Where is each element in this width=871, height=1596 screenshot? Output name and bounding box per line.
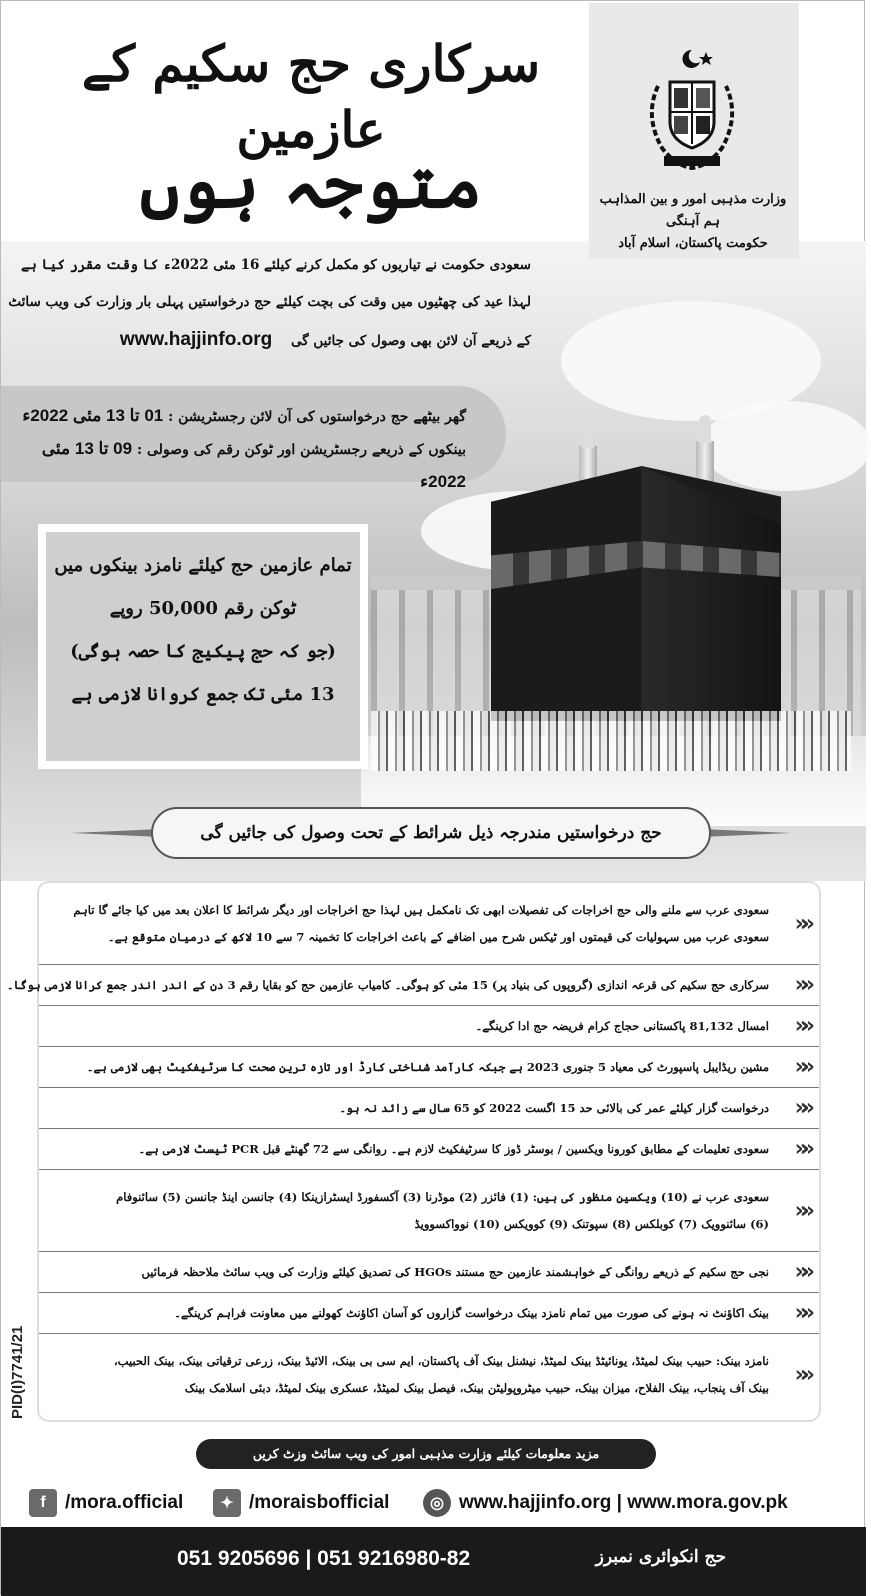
enquiry-strip: [1, 1527, 866, 1596]
condition-item: [39, 1293, 819, 1334]
token-line-3: (جو کہ حج پیکیج کا حصہ ہوگی): [70, 641, 336, 662]
condition-text: سعودی عرب سے ملنے والی حج اخراجات کی تفصیلات ابھی تک نامکمل ہیں لہذا حج اخراجات اور دیگر شرائط کا اعلان بعد میں کیا جائے گا تاہم: [73, 902, 769, 917]
condition-text: سرکاری حج سکیم کی قرعہ اندازی (گروپوں کی بنیاد پر) 15 مئی کو ہوگی۔ کامیاب عازمین حج کو بقایا رقم 3 دن کے اندر اندر جمع کرانا لازمی ہوگا۔: [6, 977, 769, 992]
banner-arrow-left: [71, 829, 161, 837]
globe-icon: ◎: [423, 1489, 451, 1517]
registration-dates-ribbon: [1, 386, 506, 491]
more-info-strip: مزید معلومات کیلئے وزارت مذہبی امور کی ویب سائٹ وزٹ کریں: [196, 1439, 656, 1469]
headline-line-1: سرکاری حج سکیم کے عازمین: [81, 34, 541, 159]
bank-registration-label: بینکوں کے ذریعے رجسٹریشن اور ٹوکن رقم کی وصولی :: [136, 442, 466, 458]
double-chevron-icon: ««: [794, 1013, 807, 1039]
enquiry-phone-numbers[interactable]: 051 9205696 | 051 9216980-82: [177, 1547, 471, 1570]
double-chevron-icon: ««: [794, 1259, 807, 1285]
condition-text: مشین ریڈایبل پاسپورٹ کی معیاد 5 جنوری 2023 ہے جبکہ کارآمد شناختی کارڈ اور تازہ ترین صحت کا سرٹیفکیٹ بھی لازمی ہے۔: [86, 1059, 769, 1074]
condition-text: سعودی عرب نے (10) ویکسین منظور کی ہیں: (1) فائزر (2) موڈرنا (3) آکسفورڈ ایسٹرازینکا (4) جانسن اینڈ جانسن (5) سائنوفام: [116, 1189, 769, 1204]
condition-text: (6) سائنوویک (7) کوبلکس (8) سپوتنک (9) کوویکس (10) نوواکسوویڈ: [414, 1216, 769, 1231]
conditions-heading: حج درخواستیں مندرجہ ذیل شرائط کے تحت وصول کی جائیں گی: [151, 807, 711, 859]
condition-text: نامزد بینک: حبیب بینک لمیٹڈ، یونائیٹڈ بینک لمیٹڈ، نیشنل بینک آف پاکستان، ایم سی بی بینک، الائیڈ بینک، زرعی ترقیاتی بینک، بینک الحبیب،: [113, 1354, 769, 1368]
condition-text: نجی حج سکیم کے ذریعے روانگی کے خواہشمند عازمین حج مستند HGOs کی تصدیق کیلئے وزارت کی ویب سائٹ ملاحظہ فرمائیں: [141, 1264, 769, 1279]
double-chevron-icon: ««: [794, 1300, 807, 1326]
pilgrims-crowd: [371, 711, 851, 771]
headline-line-2: متوجہ ہوں: [139, 144, 483, 224]
facebook-handle: /mora.official: [65, 1492, 184, 1513]
websites-text: www.hajjinfo.org | www.mora.gov.pk: [459, 1492, 788, 1513]
condition-item: [39, 1047, 819, 1088]
token-amount-content: [46, 532, 360, 761]
condition-item: [39, 1334, 819, 1416]
ministry-line-1: وزارت مذہبی امور و بین المذاہب ہم آہنگی: [599, 192, 787, 229]
cloud-decoration: [701, 401, 871, 491]
condition-text: بینک اکاؤنٹ نہ ہونے کی صورت میں تمام نامزد بینک درخواست گزاروں کو آسان اکاؤنٹ کھولنے میں معاونت فراہم کرینگے۔: [174, 1305, 769, 1320]
intro-line-3: [31, 321, 531, 360]
condition-text: درخواست گزار کیلئے عمر کی بالائی حد 15 اگست 2022 کو 65 سال سے زائد نہ ہو۔: [339, 1100, 769, 1115]
online-registration-dates: 01 تا 13 مئی 2022ء: [22, 406, 164, 425]
condition-text: بینک آف پنجاب، بینک الفلاح، میزان بینک، حبیب میٹروپولیٹن بینک، فیصل بینک لمیٹڈ، عسکری بینک لمیٹڈ، دبئی اسلامک بینک: [184, 1381, 769, 1395]
twitter-link[interactable]: [213, 1489, 389, 1517]
enquiry-label: حج انکوائری نمبرز: [595, 1547, 726, 1567]
double-chevron-icon: ««: [794, 972, 807, 998]
condition-item: [39, 883, 819, 965]
condition-text: امسال 81,132 پاکستانی حجاج کرام فریضہ حج ادا کرینگے۔: [475, 1018, 769, 1033]
hajjinfo-link[interactable]: www.hajjinfo.org: [119, 329, 273, 350]
ministry-name: [593, 189, 793, 255]
condition-item: [39, 1252, 819, 1293]
double-chevron-icon: ««: [794, 1095, 807, 1121]
banner-arrow-right: [701, 829, 791, 837]
condition-item: [39, 1006, 819, 1047]
state-emblem-icon: [636, 46, 748, 174]
conditions-heading-banner: [71, 807, 791, 859]
token-amount-box: [38, 524, 368, 769]
pid-number: PID(I)7741/21: [9, 1325, 26, 1419]
condition-text: سعودی عرب میں سہولیات کی قیمتوں اور ٹیکس شرح میں اضافے کے باعث اخراجات کا تخمینہ 7 سے 10 لاکھ کے درمیان متوقع ہے۔: [107, 929, 769, 944]
double-chevron-icon: ««: [794, 1198, 807, 1223]
double-chevron-icon: ««: [794, 1136, 807, 1162]
token-line-1: تمام عازمین حج کیلئے نامزد بینکوں میں: [54, 555, 352, 576]
double-chevron-icon: ««: [794, 1362, 807, 1388]
intro-line-1: سعودی حکومت نے تیاریوں کو مکمل کرنے کیلئے 16 مئی 2022ء کا وقت مقرر کیا ہے: [20, 257, 531, 273]
twitter-handle: /moraisbofficial: [249, 1492, 390, 1513]
condition-text: سعودی تعلیمات کے مطابق کورونا ویکسین / بوسٹر ڈوز کا سرٹیفکیٹ لازم ہے۔ روانگی سے 72 گھنٹے قبل PCR ٹیسٹ لازمی ہے۔: [138, 1141, 769, 1156]
double-chevron-icon: ««: [794, 1054, 807, 1080]
double-chevron-icon: ««: [794, 911, 807, 936]
token-line-4: 13 مئی تک جمع کروانا لازمی ہے: [71, 684, 335, 705]
token-line-2: ٹوکن رقم 50,000 روپے: [109, 598, 297, 619]
bank-registration-row: [11, 433, 466, 499]
ministry-line-2: حکومت پاکستان، اسلام آباد: [618, 236, 768, 251]
twitter-icon: ✦: [213, 1489, 241, 1517]
condition-item: [39, 1088, 819, 1129]
online-registration-label: گھر بیٹھے حج درخواستوں کی آن لائن رجسٹریشن :: [168, 409, 466, 425]
condition-item: [39, 1129, 819, 1170]
condition-item: [6, 965, 819, 1006]
intro-paragraph: [8, 247, 531, 360]
bank-registration-dates: 09 تا 13 مئی 2022ء: [41, 439, 466, 491]
facebook-icon: f: [29, 1489, 57, 1517]
websites-link[interactable]: [423, 1489, 788, 1517]
intro-line-2: لہذا عید کی چھٹیوں میں وقت کی بچت کیلئے حج درخواستیں پہلی بار وزارت کی ویب سائٹ: [8, 294, 531, 310]
facebook-link[interactable]: [29, 1489, 183, 1517]
condition-item: [39, 1170, 819, 1252]
social-links-row: [1, 1481, 866, 1525]
online-registration-row: [11, 400, 466, 433]
intro-line-3-text: کے ذریعے آن لائن بھی وصول کی جائیں گی: [291, 333, 531, 349]
